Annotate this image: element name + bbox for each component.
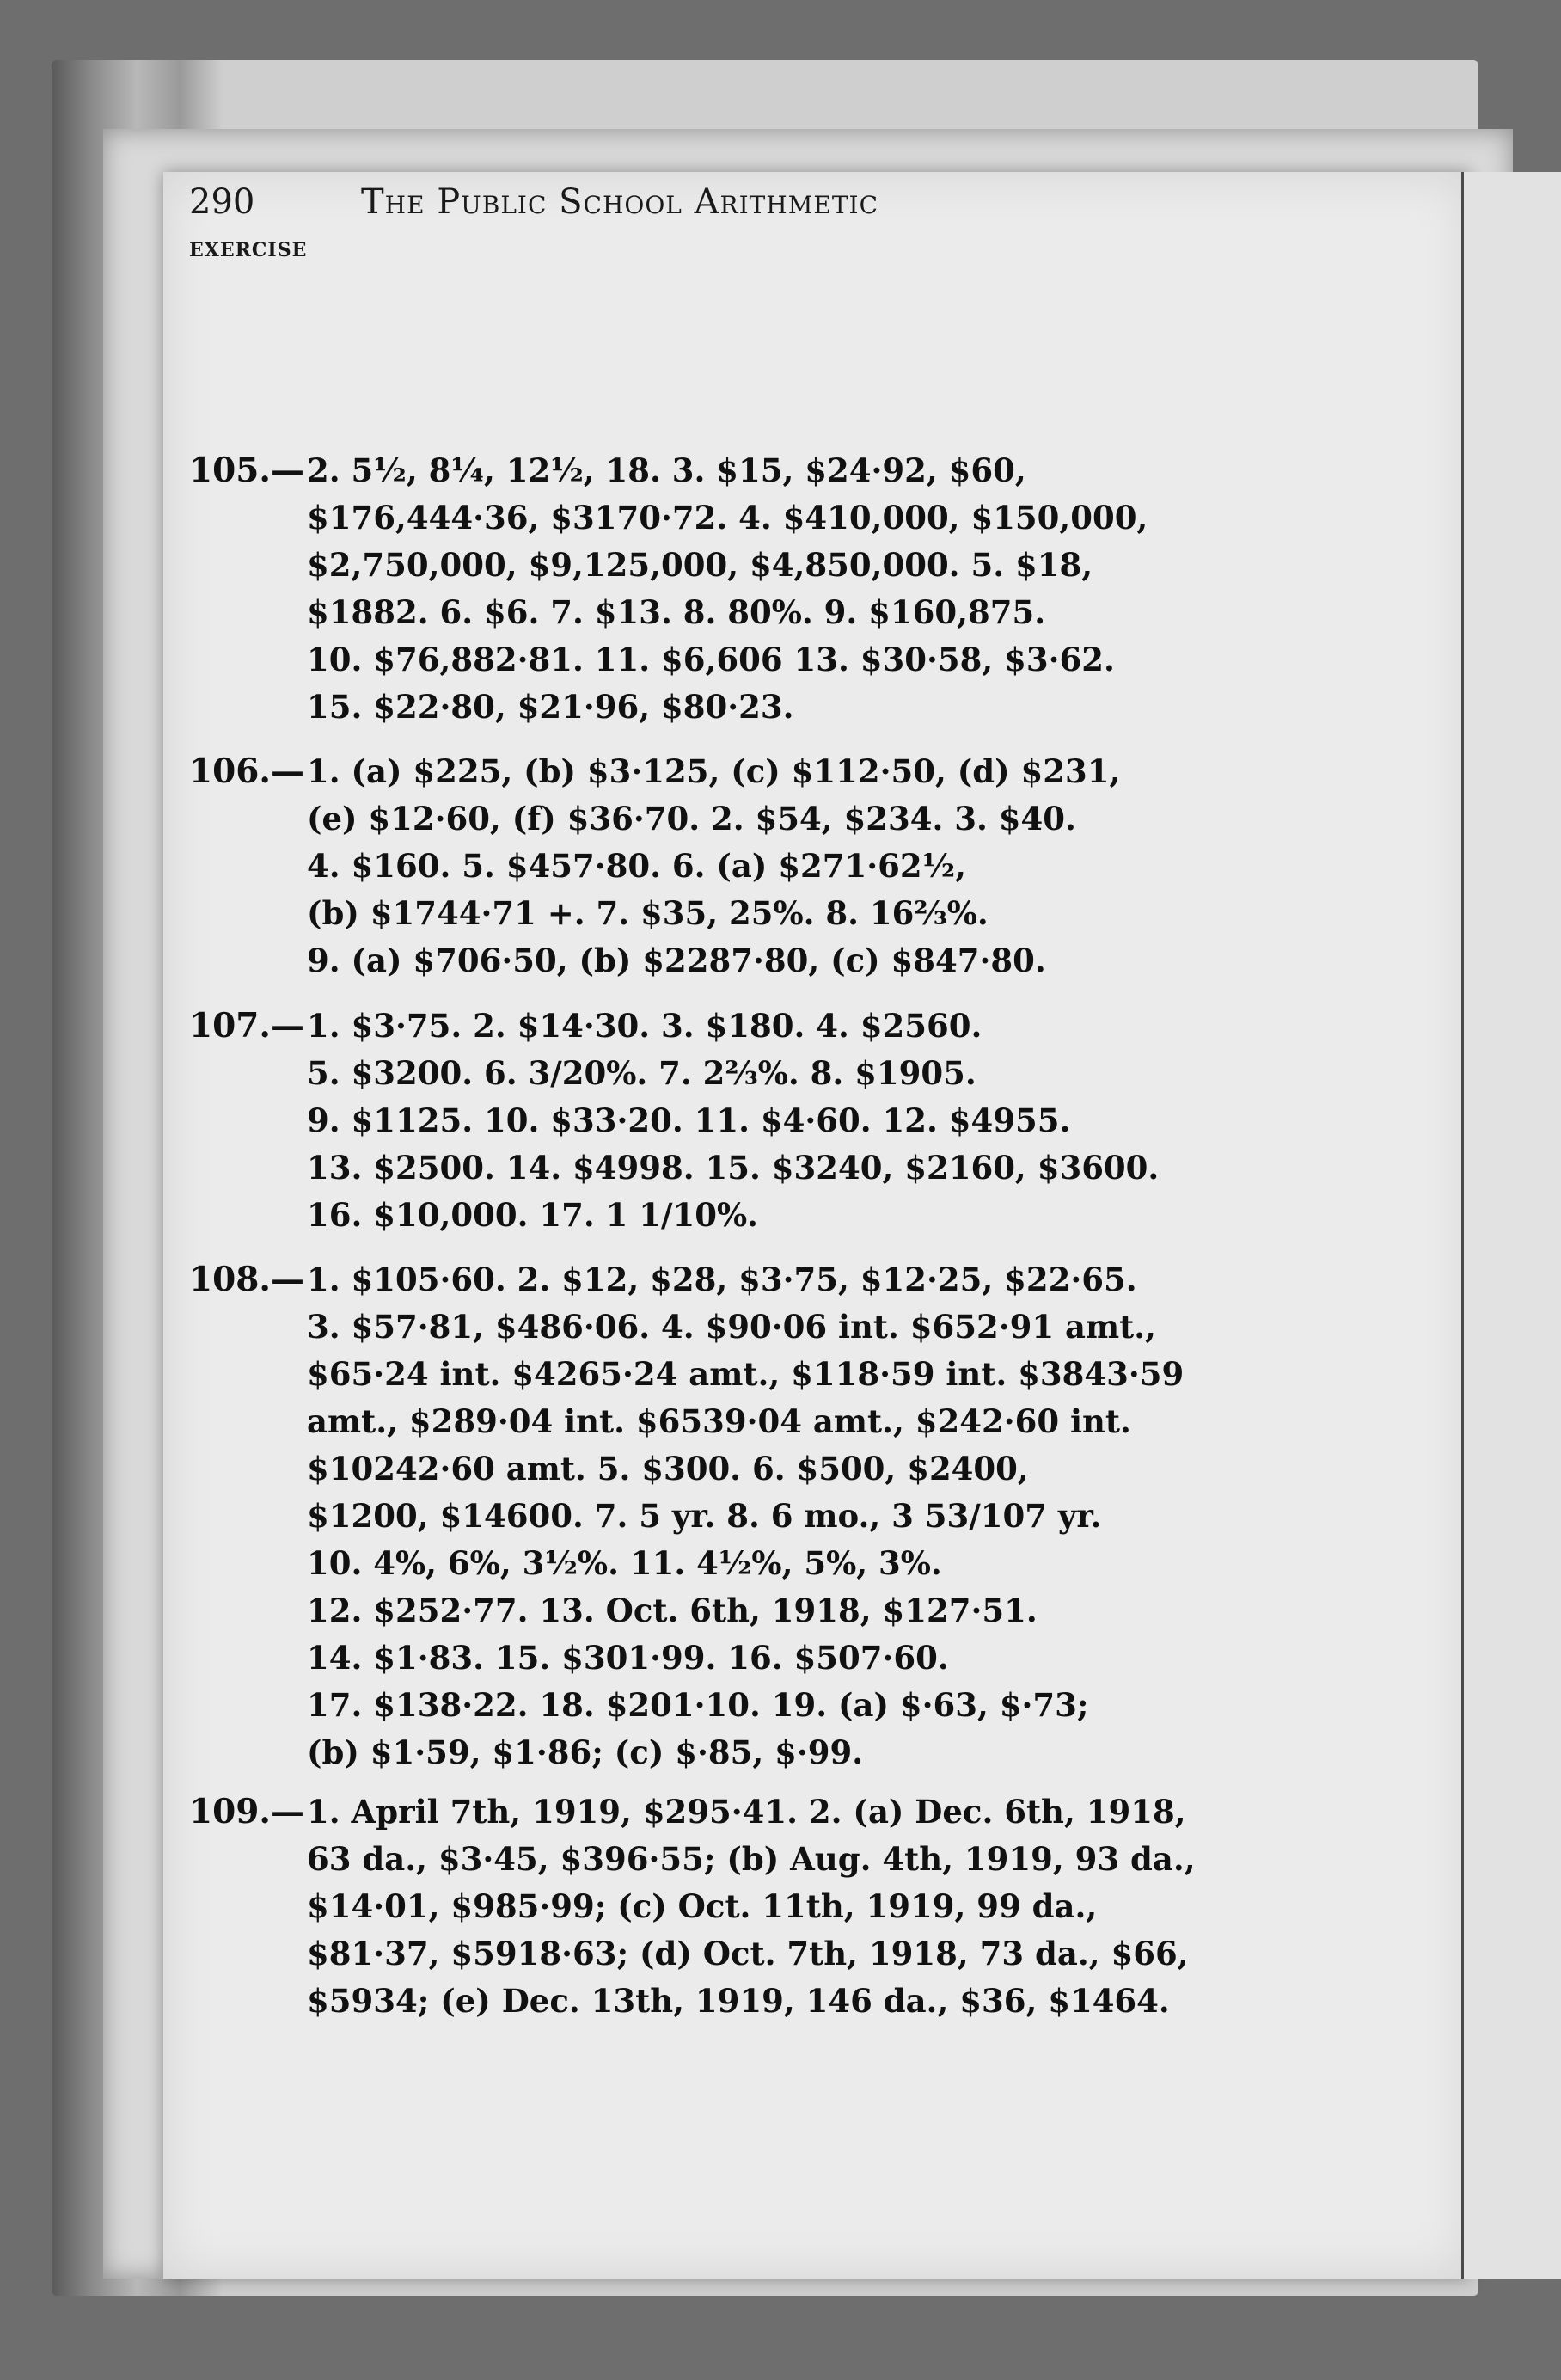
exercise-number: 107.— bbox=[189, 1006, 304, 1046]
exercise-number: 108.— bbox=[189, 1260, 304, 1299]
page-header bbox=[189, 176, 1221, 228]
exercise-108 bbox=[189, 1256, 1324, 1776]
exercise-label: EXERCISE bbox=[189, 239, 308, 261]
answer-line: $1882. 6. $6. 7. $13. 8. 80%. 9. $160,875. bbox=[307, 593, 1046, 631]
answer-line: 12. $252·77. 13. Oct. 6th, 1918, $127·51. bbox=[307, 1592, 1038, 1629]
answer-line: 13. $2500. 14. $4998. 15. $3240, $2160, $3600. bbox=[307, 1149, 1160, 1187]
answer-line: 1. April 7th, 1919, $295·41. 2. (a) Dec. 6th, 1918, bbox=[307, 1793, 1186, 1831]
exercise-105 bbox=[189, 447, 1324, 731]
answer-line: 3. $57·81, $486·06. 4. $90·06 int. $652·91 amt., bbox=[307, 1308, 1156, 1346]
answer-line: 14. $1·83. 15. $301·99. 16. $507·60. bbox=[307, 1639, 949, 1677]
answer-line: 9. $1125. 10. $33·20. 11. $4·60. 12. $4955. bbox=[307, 1101, 1071, 1139]
answer-line: 1. $3·75. 2. $14·30. 3. $180. 4. $2560. bbox=[307, 1007, 983, 1045]
exercise-107 bbox=[189, 1003, 1324, 1239]
answer-line: $2,750,000, $9,125,000, $4,850,000. 5. $18, bbox=[307, 546, 1093, 584]
answer-line: 17. $138·22. 18. $201·10. 19. (a) $·63, $·73; bbox=[307, 1686, 1089, 1724]
answer-line: $14·01, $985·99; (c) Oct. 11th, 1919, 99 da., bbox=[307, 1887, 1098, 1925]
answer-line: 9. (a) $706·50, (b) $2287·80, (c) $847·80. bbox=[307, 942, 1046, 979]
answer-line: 4. $160. 5. $457·80. 6. (a) $271·62½, bbox=[307, 847, 967, 885]
answer-line: $1200, $14600. 7. 5 yr. 8. 6 mo., 3 53/107 yr. bbox=[307, 1497, 1102, 1535]
exercise-number: 109.— bbox=[189, 1792, 304, 1831]
exercise-number: 105.— bbox=[189, 451, 304, 490]
answer-line: (b) $1·59, $1·86; (c) $·85, $·99. bbox=[307, 1733, 864, 1771]
answer-line: 16. $10,000. 17. 1 1/10%. bbox=[307, 1196, 759, 1234]
answer-line: $81·37, $5918·63; (d) Oct. 7th, 1918, 73 da., $66, bbox=[307, 1935, 1189, 1972]
answer-line: $65·24 int. $4265·24 amt., $118·59 int. $3843·59 bbox=[307, 1355, 1185, 1393]
answer-line: 1. $105·60. 2. $12, $28, $3·75, $12·25, $22·65. bbox=[307, 1261, 1137, 1298]
answer-line: $176,444·36, $3170·72. 4. $410,000, $150,000, bbox=[307, 499, 1148, 537]
answer-line: $5934; (e) Dec. 13th, 1919, 146 da., $36, $1464. bbox=[307, 1982, 1170, 2020]
page-number: 290 bbox=[189, 182, 255, 222]
answer-line: (b) $1744·71 +. 7. $35, 25%. 8. 16⅔%. bbox=[307, 894, 989, 932]
answer-line: amt., $289·04 int. $6539·04 amt., $242·60 int. bbox=[307, 1402, 1131, 1440]
answer-line: $10242·60 amt. 5. $300. 6. $500, $2400, bbox=[307, 1450, 1029, 1488]
answer-line: 15. $22·80, $21·96, $80·23. bbox=[307, 688, 794, 726]
answer-line: 10. 4%, 6%, 3½%. 11. 4½%, 5%, 3%. bbox=[307, 1544, 942, 1582]
answer-line: 2. 5½, 8¼, 12½, 18. 3. $15, $24·92, $60, bbox=[307, 451, 1026, 489]
facing-page-edge bbox=[1461, 172, 1561, 2279]
answer-line: 5. $3200. 6. 3/20%. 7. 2⅔%. 8. $1905. bbox=[307, 1054, 976, 1092]
answer-line: 10. $76,882·81. 11. $6,606 13. $30·58, $3·62. bbox=[307, 641, 1115, 678]
answer-line: 63 da., $3·45, $396·55; (b) Aug. 4th, 1919, 93 da., bbox=[307, 1840, 1196, 1878]
exercise-number: 106.— bbox=[189, 751, 304, 791]
answer-line: 1. (a) $225, (b) $3·125, (c) $112·50, (d) $231, bbox=[307, 752, 1121, 790]
exercise-106 bbox=[189, 748, 1324, 985]
exercise-109 bbox=[189, 1788, 1324, 2025]
running-title: The Public School Arithmetic bbox=[361, 182, 878, 222]
answer-line: (e) $12·60, (f) $36·70. 2. $54, $234. 3. $40. bbox=[307, 800, 1076, 837]
